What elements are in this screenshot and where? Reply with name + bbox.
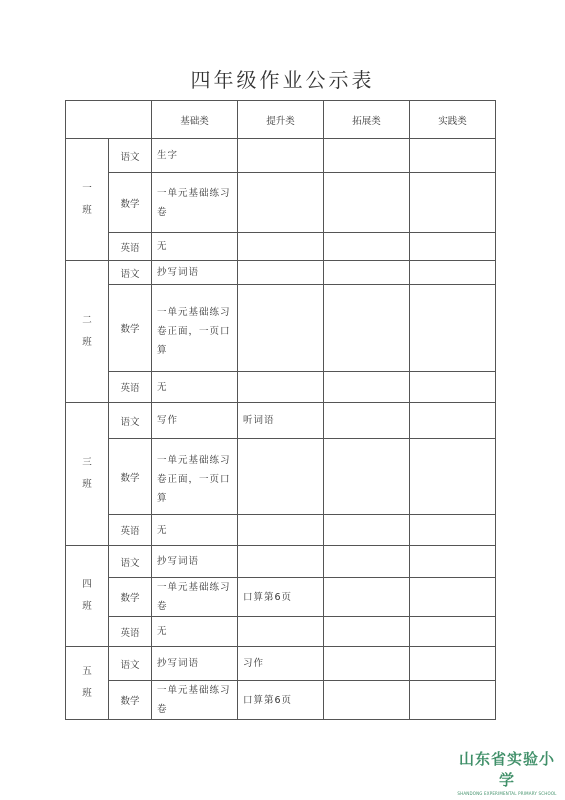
expand-cell [324, 578, 410, 617]
class-name-cell: 三 班 [66, 403, 109, 546]
improve-cell [238, 139, 324, 173]
expand-cell [324, 439, 410, 515]
improve-text: 听词语 [243, 415, 275, 426]
header-improve: 提升类 [238, 101, 324, 139]
corner-cell [66, 101, 152, 139]
class-name-cell: 一 班 [66, 139, 109, 261]
table-row [66, 173, 496, 233]
basic-cell [152, 139, 238, 173]
expand-cell [324, 515, 410, 546]
basic-text: 一单元基础练习卷 [157, 582, 231, 612]
basic-cell [152, 647, 238, 681]
expand-cell [324, 403, 410, 439]
table-row [66, 285, 496, 372]
improve-text: 口算第6页 [243, 694, 293, 706]
homework-table [65, 100, 496, 720]
practice-cell [410, 439, 496, 515]
header-row [66, 101, 496, 139]
improve-cell [238, 403, 324, 439]
school-logo-name: 山东省实验小学 [458, 750, 555, 789]
basic-text: 一单元基础练习卷正面，一页口算 [157, 455, 231, 504]
basic-cell [152, 439, 238, 515]
expand-cell [324, 285, 410, 372]
expand-cell [324, 647, 410, 681]
basic-cell [152, 285, 238, 372]
improve-cell [238, 261, 324, 285]
class-name-cell: 四 班 [66, 546, 109, 647]
subject-cell: 语文 [109, 139, 152, 173]
expand-cell [324, 173, 410, 233]
subject-cell: 语文 [109, 261, 152, 285]
practice-cell [410, 546, 496, 578]
subject-cell: 语文 [109, 647, 152, 681]
table-row [66, 139, 496, 173]
basic-text: 写作 [157, 415, 179, 426]
basic-text: 无 [157, 381, 168, 393]
improve-text: 口算第6页 [243, 591, 293, 603]
table-row [66, 617, 496, 647]
class-name-cell: 五 班 [66, 647, 109, 720]
header-practice: 实践类 [410, 101, 496, 139]
header-basic: 基础类 [152, 101, 238, 139]
basic-cell [152, 261, 238, 285]
practice-cell [410, 647, 496, 681]
improve-cell [238, 233, 324, 261]
school-logo-english: SHANDONG EXPERIMENTAL PRIMARY SCHOOL [457, 791, 557, 796]
practice-cell [410, 372, 496, 403]
practice-cell [410, 515, 496, 546]
basic-cell [152, 617, 238, 647]
subject-cell: 数学 [109, 578, 152, 617]
subject-cell: 数学 [109, 439, 152, 515]
improve-cell [238, 617, 324, 647]
improve-cell [238, 578, 324, 617]
practice-cell [410, 681, 496, 720]
improve-cell [238, 285, 324, 372]
improve-cell [238, 681, 324, 720]
school-logo [457, 748, 557, 796]
practice-cell [410, 578, 496, 617]
improve-cell [238, 173, 324, 233]
basic-cell [152, 681, 238, 720]
expand-cell [324, 233, 410, 261]
subject-cell: 数学 [109, 285, 152, 372]
subject-cell: 英语 [109, 233, 152, 261]
basic-cell [152, 173, 238, 233]
basic-text: 抄写词语 [157, 556, 200, 567]
subject-cell: 数学 [109, 681, 152, 720]
basic-text: 一单元基础练习卷 [157, 187, 231, 218]
practice-cell [410, 261, 496, 285]
improve-cell [238, 372, 324, 403]
table-row [66, 546, 496, 578]
practice-cell [410, 617, 496, 647]
improve-cell [238, 515, 324, 546]
expand-cell [324, 681, 410, 720]
basic-text: 抄写词语 [157, 267, 200, 278]
improve-cell [238, 439, 324, 515]
basic-text: 无 [157, 626, 168, 637]
table-row [66, 647, 496, 681]
basic-text: 生字 [157, 150, 179, 161]
basic-text: 无 [157, 524, 168, 536]
expand-cell [324, 139, 410, 173]
basic-cell [152, 372, 238, 403]
expand-cell [324, 372, 410, 403]
basic-cell [152, 578, 238, 617]
expand-cell [324, 261, 410, 285]
table-row [66, 233, 496, 261]
subject-cell: 数学 [109, 173, 152, 233]
header-expand: 拓展类 [324, 101, 410, 139]
basic-cell [152, 233, 238, 261]
practice-cell [410, 285, 496, 372]
page-title: 四年级作业公示表 [190, 68, 375, 92]
subject-cell: 英语 [109, 515, 152, 546]
basic-cell [152, 546, 238, 578]
basic-text: 一单元基础练习卷正面，一页口算 [157, 306, 231, 356]
table-row [66, 403, 496, 439]
improve-text: 习作 [243, 658, 265, 669]
class-name-cell: 二 班 [66, 261, 109, 403]
subject-cell: 英语 [109, 372, 152, 403]
basic-cell [152, 515, 238, 546]
table-row [66, 261, 496, 285]
practice-cell [410, 403, 496, 439]
practice-cell [410, 233, 496, 261]
subject-cell: 语文 [109, 403, 152, 439]
table-row [66, 515, 496, 546]
practice-cell [410, 139, 496, 173]
practice-cell [410, 173, 496, 233]
table-row [66, 372, 496, 403]
table-row [66, 578, 496, 617]
table-row [66, 439, 496, 515]
table-row [66, 681, 496, 720]
improve-cell [238, 546, 324, 578]
basic-text: 一单元基础练习卷 [157, 685, 231, 715]
improve-cell [238, 647, 324, 681]
basic-text: 无 [157, 241, 168, 252]
expand-cell [324, 546, 410, 578]
basic-text: 抄写词语 [157, 658, 200, 669]
subject-cell: 英语 [109, 617, 152, 647]
expand-cell [324, 617, 410, 647]
basic-cell [152, 403, 238, 439]
subject-cell: 语文 [109, 546, 152, 578]
